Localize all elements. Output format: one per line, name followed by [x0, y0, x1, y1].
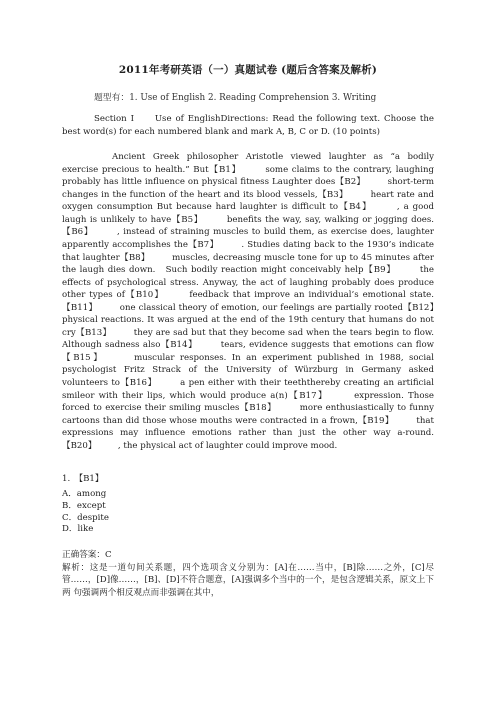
- question-types-line: 题型有：1. Use of English 2. Reading Comprehension 3. Writing: [94, 93, 377, 103]
- correct-answer: 正确答案：C: [62, 549, 112, 560]
- section-directions: Section I Use of EnglishDirections: Read the following text. Choose the best word(s) for each numbered blank and mark A, B, C or D. (10 points): [62, 114, 434, 137]
- answer-analysis: 解析：这是一道句间关系题，四个选项含义分别为：[A]在……当中，[B]除……之外，[C]尽 管……，[D]像……，[B]、[D]不符合题意，[A]强调多个当中的一个，是包含逻辑关系，原文上下两 句强调两个相反观点而非强调在其中，: [62, 562, 434, 598]
- option-d: D．like: [62, 524, 94, 535]
- document-title: 2011年考研英语（一）真题试卷 (题后含答案及解析): [118, 64, 378, 76]
- option-list: [62, 489, 434, 535]
- option-c: C．despite: [62, 512, 109, 523]
- question-stem: 1. 【B1】: [62, 474, 104, 485]
- cloze-passage: Ancient Greek philosopher Aristotle viewed laughter as “a bodily exercise precious to health.” But【B1】 some claims to the contrary, laughing probably has little influence on physical fitness Laughter does【B2】 short-term changes in the function of the heart and its blood vessels,【B3】 heart rate and oxygen consumption But because hard laughter is difficult to【B4】 , a good laugh is unlikely to have【B5】 benefits the way, say, walking or jogging does. 【B6】 , instead of straining muscles to build them, as exercise does, laughter apparently accomplishes the【B7】 . Studies dating back to the 1930’s indicate that laughter【B8】 muscles, decreasing muscle tone for up to 45 minutes after the laugh dies down. Such bodily reaction might conceivably help【B9】 the effects of psychological stress. Anyway, the act of laughing probably does produce other types of【B10】 feedback that improve an individual’s emotional state.【B11】 one classical theory of emotion, our feelings are partially rooted【B12】 physical reactions. It was argued at the end of the 19th century that humans do not cry【B13】 they are sad but that they become sad when the tears begin to flow. Although sadness also【B14】 tears, evidence suggests that emotions can flow【B15】 muscular responses. In an experiment published in 1988, social psychologist Fritz Strack of the University of Würzburg in Germany asked volunteers to【B16】 a pen either with their teeththereby creating an artificial smileor with their lips, which would produce a(n)【B17】 expression. Those forced to exercise their smiling muscles【B18】 more enthusiastically to funny cartoons than did those whose mouths were contracted in a frown,【B19】 that expressions may influence emotions rather than just the other way a-round.【B20】 , the physical act of laughter could improve mood.: [62, 152, 460, 451]
- question-1: [62, 472, 434, 599]
- document-page: [62, 62, 460, 599]
- option-a: A．among: [62, 489, 107, 500]
- option-b: B．except: [62, 500, 106, 511]
